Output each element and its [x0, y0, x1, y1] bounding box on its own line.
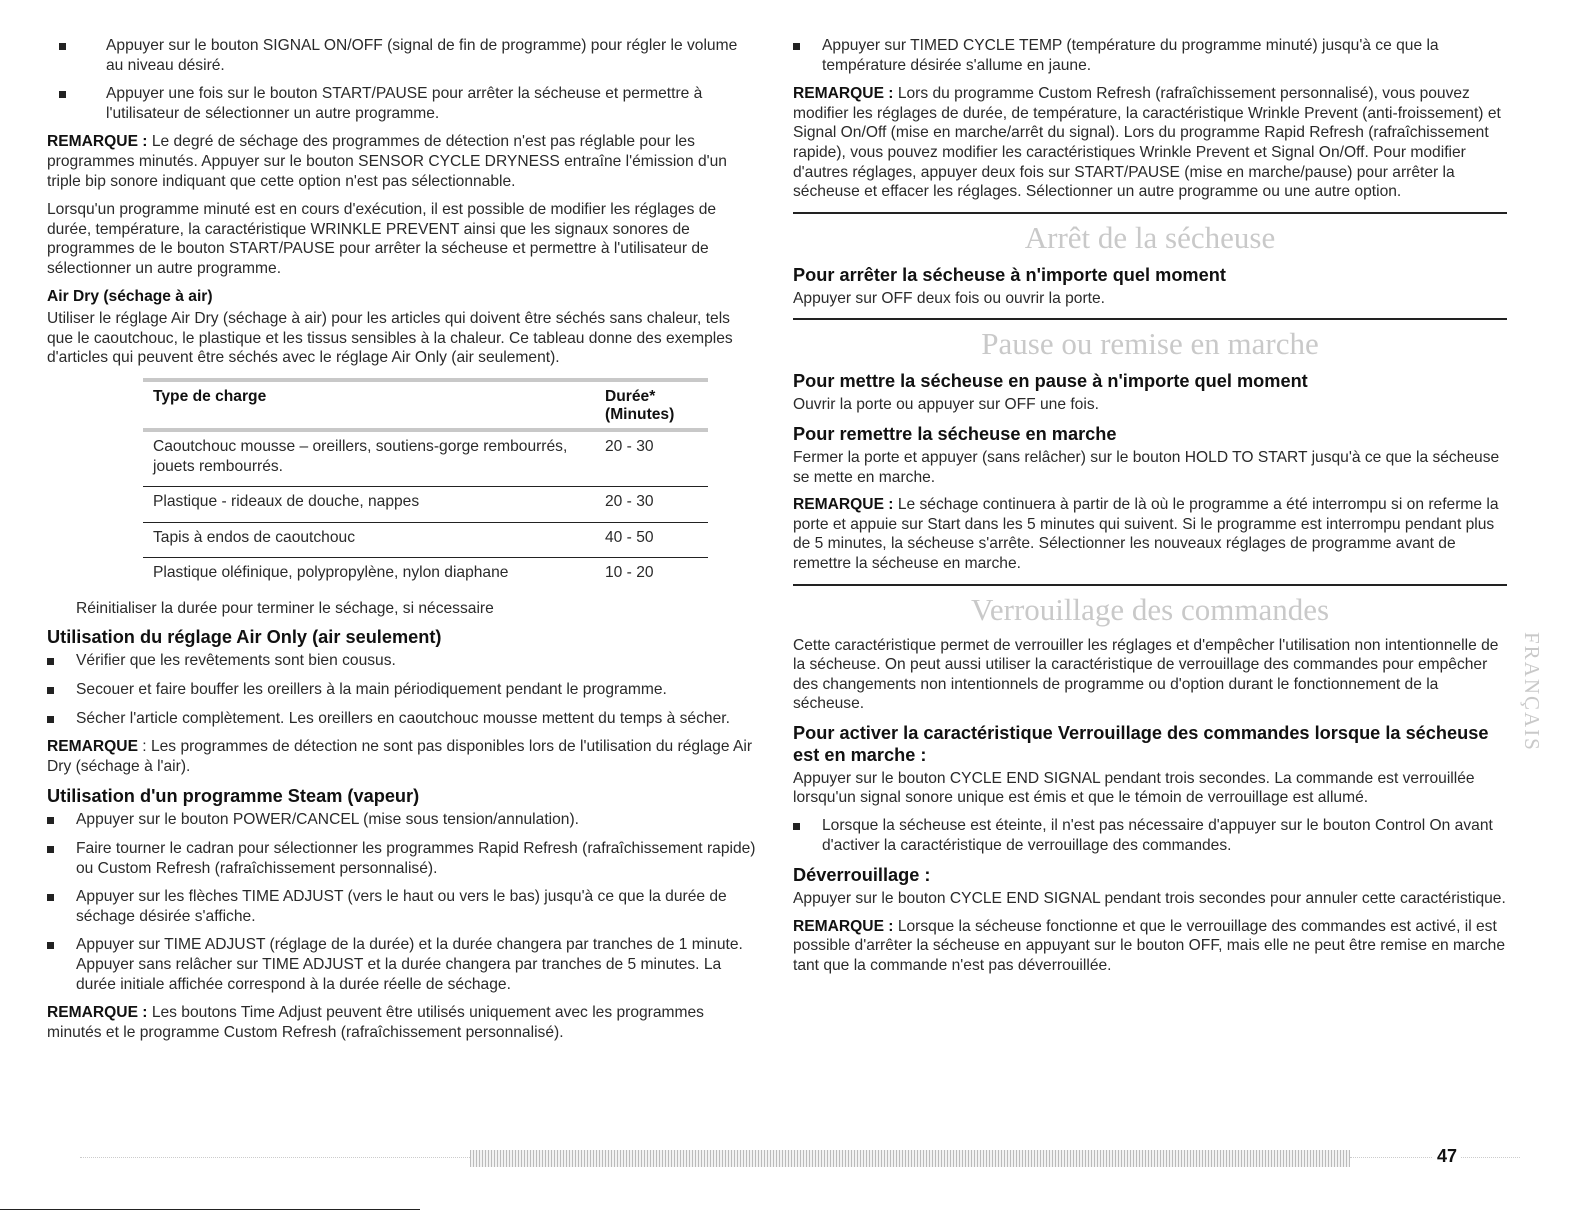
note-unlock: [793, 917, 1507, 976]
text-pause: Ouvrir la porte ou appuyer sur OFF une fois.: [793, 396, 1099, 414]
bullet-steam: Appuyer sur TIME ADJUST (réglage de la durée) et la durée changera par tranches de 1 minute. Appuyer sans relâcher sur TIME ADJUST et la durée changera par tranches de 5 minutes. La durée initiale affichée correspond à la durée réelle de séchage.: [47, 935, 757, 994]
section-rule: [793, 212, 1507, 214]
note-air-dry: [47, 737, 757, 776]
footer-bar: [470, 1150, 1350, 1167]
table-cell-duration: 20 - 30: [605, 493, 654, 511]
heading-air-dry: Air Dry (séchage à air): [47, 287, 213, 305]
note-text: Lorsque la sécheuse fonctionne et que le verrouillage des commandes est activé, il est possible d'arrêter la sécheuse en appuyant sur le bouton OFF, mais elle ne peut être remise en marche tant que la commande n'est pas déverrouillée.: [793, 917, 1506, 975]
section-rule: [793, 584, 1507, 586]
duration-label: Durée*: [605, 387, 656, 405]
section-title-stop: Arrêt de la sécheuse: [1024, 219, 1276, 255]
heading-pause: Pour mettre la sécheuse en pause à n'importe quel moment: [793, 371, 1308, 392]
para-air-dry: Utiliser le réglage Air Dry (séchage à air) pour les articles qui doivent être séchés sans chaleur, tels que le caoutchouc, le plastique et les tissus sensibles à la chaleur. Ce tableau donne des exemples d'articles qui peuvent être séchés avec le réglage Air Only (air seulement).: [47, 310, 733, 367]
note-refresh: [793, 84, 1507, 202]
note-label: REMARQUE :: [47, 133, 148, 151]
footer-divider: [80, 1157, 470, 1158]
note-label: REMARQUE :: [793, 85, 894, 103]
table-header-row: [143, 380, 708, 430]
note-label: REMARQUE: [47, 738, 138, 756]
section-title-pause: Pause ou remise en marche: [981, 326, 1319, 362]
note-text: Lors du programme Custom Refresh (rafraîchissement personnalisé), vous pouvez modifier les réglages de durée, de température, la caractéristique Wrinkle Prevent (anti-froissement) et Signal On/Off (mise en marche/arrêt du signal). Lors du programme Rapid Refresh (rafraîchissement rapide), vous pouvez modifier les caractéristiques Wrinkle Prevent et Signal On/Off. Pour modifier d'autres réglages, appuyer deux fois sur START/PAUSE (mise en marche/pause) pour arrêter la sécheuse et effacer les réglages. Sélectionner un autre programme ou une autre option.: [793, 85, 1501, 201]
table-row: [143, 430, 708, 487]
table-col-type: Type de charge: [153, 387, 267, 405]
heading-air-only: Utilisation du réglage Air Only (air seulement): [47, 627, 442, 648]
table-cell-type: Tapis à endos de caoutchouc: [153, 528, 355, 546]
text-unlock: Appuyer sur le bouton CYCLE END SIGNAL pendant trois secondes pour annuler cette caractéristique.: [793, 890, 1506, 908]
bullet-steam: Faire tourner le cadran pour sélectionner les programmes Rapid Refresh (rafraîchissement rapide) ou Custom Refresh (rafraîchissement personnalisé).: [47, 839, 757, 878]
table-cell-type: Caoutchouc mousse – oreillers, soutiens-gorge rembourrés, jouets rembourrés.: [153, 437, 568, 475]
table-cell-duration: 40 - 50: [605, 528, 654, 546]
table-row: [143, 487, 708, 523]
bullet-signal: Appuyer sur le bouton SIGNAL ON/OFF (signal de fin de programme) pour régler le volume au niveau désiré.: [47, 36, 757, 75]
section-title-lock: Verrouillage des commandes: [970, 591, 1330, 627]
section-rule: [793, 318, 1507, 320]
text-lock-intro: Cette caractéristique permet de verrouiller les réglages et d'empêcher l'utilisation non intentionnelle de la sécheuse. On peut aussi utiliser la caractéristique de verrouillage des commandes pour empêcher des changements non intentionnels de programme ou d'option durant le fonctionnement de la sécheuse.: [793, 636, 1499, 713]
note-sensor: [47, 132, 757, 191]
table-cell-type: Plastique - rideaux de douche, nappes: [153, 493, 420, 511]
bullet-timed-cycle-temp: Appuyer sur TIMED CYCLE TEMP (température du programme minuté) jusqu'à ce que la température désirée s'allume en jaune.: [793, 36, 1507, 75]
note-label: REMARQUE :: [47, 1004, 148, 1022]
bullet-steam: Appuyer sur les flèches TIME ADJUST (vers le haut ou vers le bas) jusqu'à ce que la durée de séchage désirée s'affiche.: [47, 887, 757, 926]
right-column: [793, 36, 1507, 985]
bullet-air-only: Secouer et faire bouffer les oreillers à la main périodiquement pendant le programme.: [47, 680, 757, 700]
note-label: REMARQUE :: [793, 496, 894, 514]
para-timed-cycle: Lorsqu'un programme minuté est en cours d'exécution, il est possible de modifier les réglages de durée, température, la caractéristique WRINKLE PREVENT ainsi que les signaux sonores de programmes de le bouton START/PAUSE pour arrêter la sécheuse et permettre à l'utilisateur de sélectionner un autre programme.: [47, 201, 717, 277]
language-side-label: FRANÇAIS: [1520, 632, 1544, 752]
text-stop: Appuyer sur OFF deux fois ou ouvrir la porte.: [793, 289, 1106, 307]
table-cell-duration: 10 - 20: [605, 564, 654, 582]
table-cell-type: Plastique oléfinique, polypropylène, nylon diaphane: [153, 564, 509, 582]
note-text: Les boutons Time Adjust peuvent être utilisés uniquement avec les programmes minutés et le programme Custom Refresh (rafraîchissement personnalisé).: [47, 1004, 704, 1041]
text-lock: Appuyer sur le bouton CYCLE END SIGNAL pendant trois secondes. La commande est verrouillée lorsqu'un signal sonore unique est émis et que le témoin de verrouillage est allumé.: [793, 769, 1475, 807]
bullet-steam: Appuyer sur le bouton POWER/CANCEL (mise sous tension/annulation).: [47, 810, 757, 830]
note-restart: [793, 495, 1507, 573]
table-col-duration: [605, 380, 708, 430]
note-text: Le séchage continuera à partir de là où le programme a été interrompu si on referme la porte et appuie sur Start dans les 5 minutes qui suivent. Si le programme est interrompu pendant plus de 5 minutes, la sécheuse s'arrête. Sélectionner les nouveaux réglages de programme avant de remettre la sécheuse en marche.: [793, 496, 1499, 572]
air-dry-table: [143, 378, 708, 593]
table-row: [143, 522, 708, 558]
note-label: REMARQUE :: [793, 917, 894, 935]
heading-unlock: Déverrouillage :: [793, 865, 931, 886]
table-cell-duration: 20 - 30: [605, 437, 654, 455]
heading-lock: Pour activer la caractéristique Verrouillage des commandes lorsque la sécheuse est en marche :: [793, 722, 1489, 765]
left-column: [47, 36, 757, 1051]
note-time-adjust: [47, 1003, 757, 1042]
bottom-rule: [0, 1209, 420, 1210]
heading-steam: Utilisation d'un programme Steam (vapeur): [47, 786, 420, 807]
heading-stop: Pour arrêter la sécheuse à n'importe quel moment: [793, 264, 1226, 285]
duration-unit: (Minutes): [605, 405, 675, 423]
note-text: Le degré de séchage des programmes de détection n'est pas réglable pour les programmes minutés. Appuyer sur le bouton SENSOR CYCLE DRYNESS entraîne l'émission d'un triple bip sonore indiquant que cette option n'est pas sélectionnable.: [47, 133, 727, 190]
bullet-lock: Lorsque la sécheuse est éteinte, il n'est pas nécessaire d'appuyer sur le bouton Control On avant d'activer la caractéristique de verrouillage des commandes.: [793, 816, 1507, 855]
text-restart: Fermer la porte et appuyer (sans relâcher) sur le bouton HOLD TO START jusqu'à ce que la sécheuse se mette en marche.: [793, 448, 1500, 486]
reinit-text: Réinitialiser la durée pour terminer le séchage, si nécessaire: [76, 599, 494, 617]
bullet-air-only: Vérifier que les revêtements sont bien cousus.: [47, 651, 757, 671]
table-row: [143, 558, 708, 593]
note-text: : Les programmes de détection ne sont pas disponibles lors de l'utilisation du réglage Air Dry (séchage à l'air).: [47, 738, 753, 775]
heading-restart: Pour remettre la sécheuse en marche: [793, 423, 1117, 444]
bullet-air-only: Sécher l'article complètement. Les oreillers en caoutchouc mousse mettent du temps à sécher.: [47, 709, 757, 729]
bullet-start-pause: Appuyer une fois sur le bouton START/PAUSE pour arrêter la sécheuse et permettre à l'utilisateur de sélectionner un autre programme.: [47, 84, 757, 123]
page-number: 47: [1433, 1146, 1461, 1167]
